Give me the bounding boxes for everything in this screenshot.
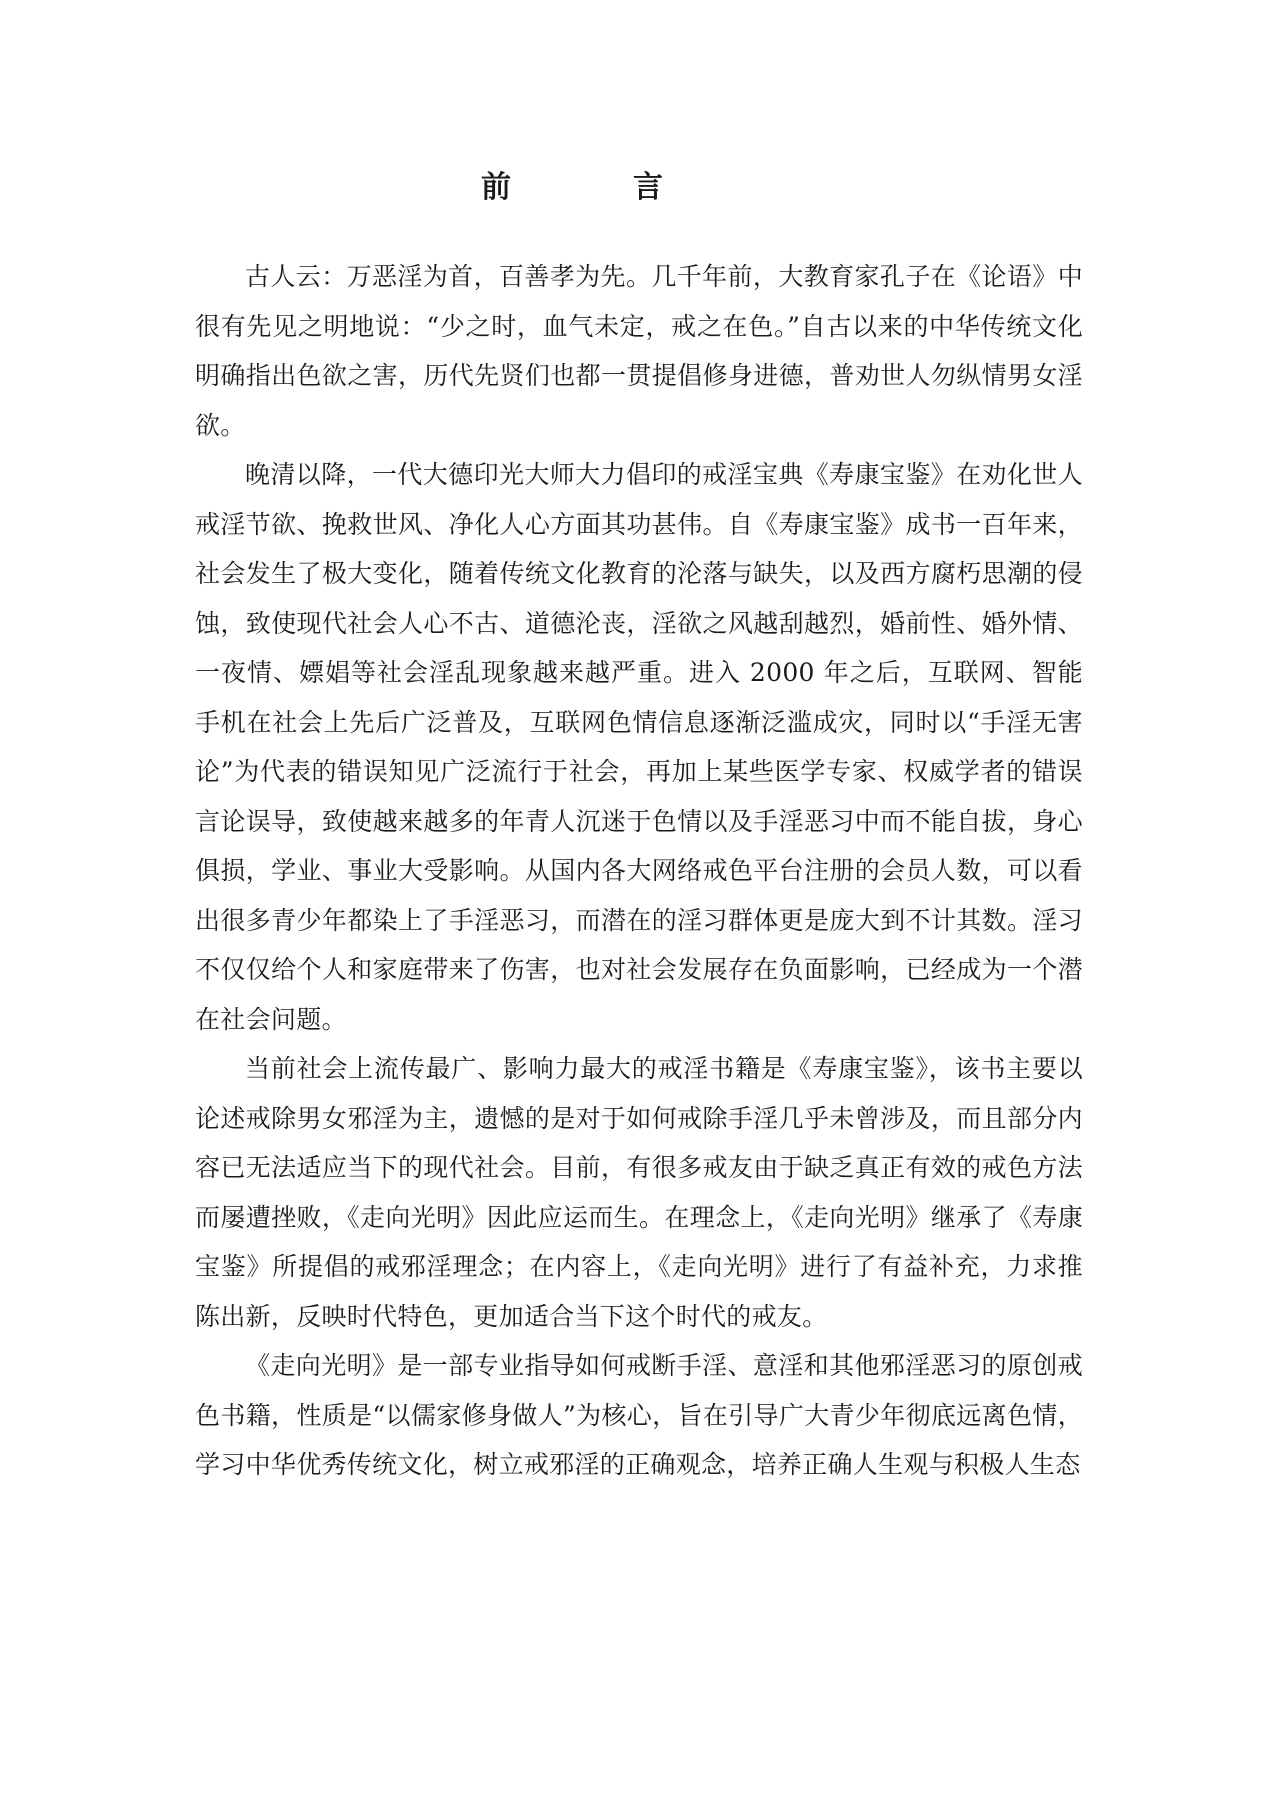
page-title: 前 言 [481, 170, 709, 205]
paragraph: 晚清以降，一代大德印光大师大力倡印的戒淫宝典《寿康宝鉴》在劝化世人戒淫节欲、挽救世风、净化人心方面其功甚伟。自《寿康宝鉴》成书一百年来，社会发生了极大变化，随着传统文化教育的沦落与缺失，以及西方腐朽思潮的侵蚀，致使现代社会人心不古、道德沦丧，淫欲之风越刮越烈，婚前性、婚外情、一夜情、嫖娼等社会淫乱现象越来越严重。进入 2000 年之后，互联网、智能手机在社会上先后广泛普及，互联网色情信息逐渐泛滥成灾，同时以“手淫无害论”为代表的错误知见广泛流行于社会，再加上某些医学专家、权威学者的错误言论误导，致使越来越多的年青人沉迷于色情以及手淫恶习中而不能自拔，身心俱损，学业、事业大受影响。从国内各大网络戒色平台注册的会员人数，可以看出很多青少年都染上了手淫恶习，而潜在的淫习群体更是庞大到不计其数。淫习不仅仅给个人和家庭带来了伤害，也对社会发展存在负面影响，已经成为一个潜在社会问题。 [195, 460, 1083, 1034]
body-text [195, 252, 1083, 1490]
paragraph: 《走向光明》是一部专业指导如何戒断手淫、意淫和其他邪淫恶习的原创戒色书籍，性质是“以儒家修身做人”为核心，旨在引导广大青少年彻底远离色情，学习中华优秀传统文化，树立戒邪淫的正确观念，培养正确人生观与积极人生态 [195, 1351, 1083, 1479]
paragraph: 古人云：万恶淫为首，百善孝为先。几千年前，大教育家孔子在《论语》中很有先见之明地说：“少之时，血气未定，戒之在色。”自古以来的中华传统文化明确指出色欲之害，历代先贤们也都一贯提倡修身进德，普劝世人勿纵情男女淫欲。 [195, 262, 1083, 440]
paragraph: 当前社会上流传最广、影响力最大的戒淫书籍是《寿康宝鉴》，该书主要以论述戒除男女邪淫为主，遗憾的是对于如何戒除手淫几乎未曾涉及，而且部分内容已无法适应当下的现代社会。目前，有很多戒友由于缺乏真正有效的戒色方法而屡遭挫败，《走向光明》因此应运而生。在理念上，《走向光明》继承了《寿康宝鉴》所提倡的戒邪淫理念；在内容上，《走向光明》进行了有益补充，力求推陈出新，反映时代特色，更加适合当下这个时代的戒友。 [195, 1054, 1083, 1331]
